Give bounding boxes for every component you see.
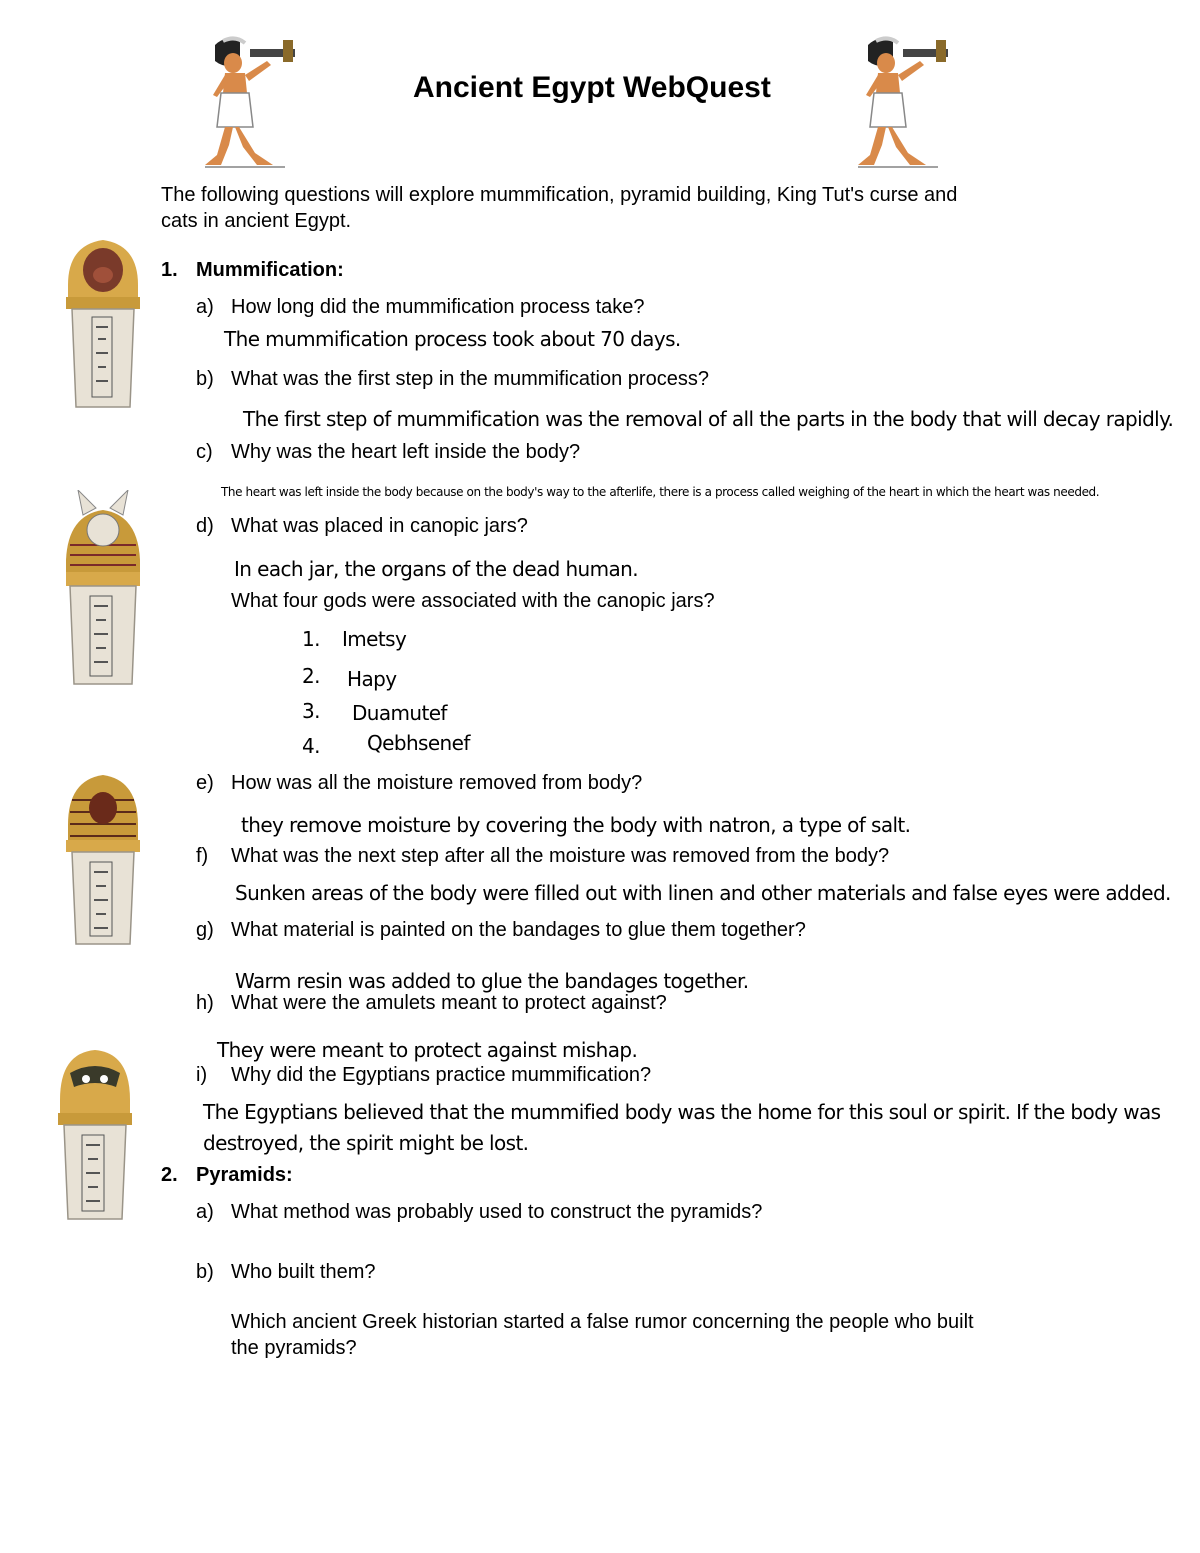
question-d-letter: d)	[196, 515, 214, 537]
question-e: How was all the moisture removed from body?	[231, 772, 643, 794]
god-number-1: 1.	[302, 627, 320, 651]
question-c-letter: c)	[196, 441, 213, 463]
question-i-letter: i)	[196, 1064, 208, 1086]
question-h-letter: h)	[196, 992, 214, 1014]
god-name-4: Qebhsenef	[367, 731, 470, 755]
question-a-letter: a)	[196, 296, 214, 318]
god-number-3: 3.	[302, 699, 320, 723]
question-h: What were the amulets meant to protect against?	[231, 992, 667, 1014]
question-b-letter: b)	[196, 368, 214, 390]
question-i: Why did the Egyptians practice mummification?	[231, 1064, 652, 1086]
egyptian-figure-right	[848, 35, 958, 175]
question-a: How long did the mummification process take?	[231, 296, 645, 318]
pyramid-question-historian-line-2: the pyramids?	[231, 1337, 357, 1359]
question-d-gods: What four gods were associated with the canopic jars?	[231, 590, 715, 612]
section-1-heading: Mummification:	[196, 259, 344, 281]
answer-a: The mummification process took about 70 days.	[224, 327, 681, 351]
canopic-jar-human	[58, 770, 148, 950]
answer-e: they remove moisture by covering the body with natron, a type of salt.	[241, 813, 911, 837]
intro-line-2: cats in ancient Egypt.	[161, 210, 352, 232]
section-2-heading: Pyramids:	[196, 1164, 293, 1186]
pyramid-question-a: What method was probably used to construct the pyramids?	[231, 1201, 763, 1223]
pyramid-question-historian-line-1: Which ancient Greek historian started a false rumor concerning the people who built	[231, 1311, 974, 1333]
canopic-jar-falcon	[50, 1045, 140, 1225]
page-title: Ancient Egypt WebQuest	[413, 71, 771, 104]
pyramid-question-b-letter: b)	[196, 1261, 214, 1283]
answer-h: They were meant to protect against mishap.	[217, 1038, 638, 1062]
question-f-letter: f)	[196, 845, 209, 867]
section-1-number: 1.	[161, 259, 178, 281]
answer-f: Sunken areas of the body were filled out with linen and other materials and false eyes were added.	[235, 881, 1171, 905]
answer-d: In each jar, the organs of the dead human.	[234, 557, 639, 581]
god-name-3: Duamutef	[352, 701, 447, 725]
answer-b: The first step of mummification was the removal of all the parts in the body that will decay rapidly.	[243, 407, 1174, 431]
answer-i-line-2: destroyed, the spirit might be lost.	[203, 1131, 529, 1155]
god-number-2: 2.	[302, 664, 320, 688]
canopic-jar-jackal	[58, 490, 148, 690]
question-g: What material is painted on the bandages to glue them together?	[231, 919, 806, 941]
egyptian-figure-left	[195, 35, 305, 175]
pyramid-question-b: Who built them?	[231, 1261, 376, 1283]
question-b: What was the first step in the mummification process?	[231, 368, 709, 390]
question-c: Why was the heart left inside the body?	[231, 441, 581, 463]
question-g-letter: g)	[196, 919, 214, 941]
canopic-jar-baboon	[58, 235, 148, 415]
answer-g: Warm resin was added to glue the bandages together.	[235, 969, 749, 993]
god-number-4: 4.	[302, 734, 320, 758]
answer-i-line-1: The Egyptians believed that the mummified body was the home for this soul or spirit. If the body was	[203, 1100, 1161, 1124]
section-2-number: 2.	[161, 1164, 178, 1186]
pyramid-question-a-letter: a)	[196, 1201, 214, 1223]
question-e-letter: e)	[196, 772, 214, 794]
god-name-2: Hapy	[347, 667, 397, 691]
question-f: What was the next step after all the moisture was removed from the body?	[231, 845, 890, 867]
question-d: What was placed in canopic jars?	[231, 515, 528, 537]
god-name-1: Imetsy	[342, 627, 407, 651]
answer-c: The heart was left inside the body because on the body's way to the afterlife, there is a process called weighing of the heart in which the heart was needed.	[221, 485, 1100, 499]
intro-line-1: The following questions will explore mummification, pyramid building, King Tut's curse and	[161, 184, 958, 206]
